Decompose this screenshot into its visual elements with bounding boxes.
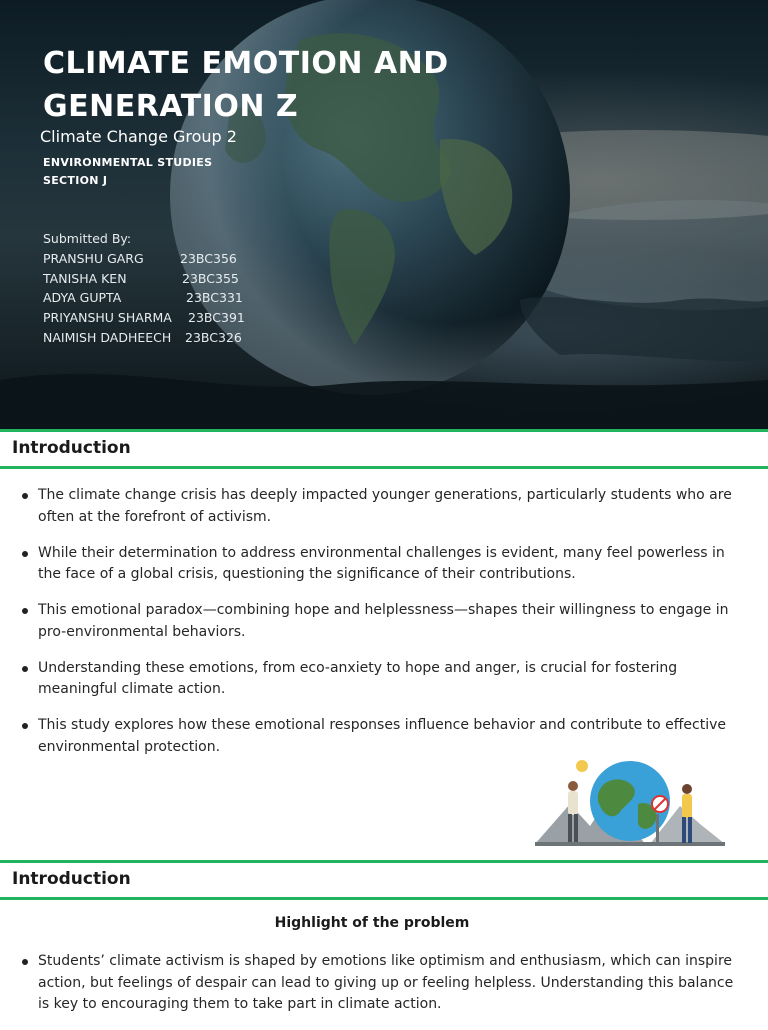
member-row	[43, 251, 303, 271]
list-item	[0, 951, 768, 1016]
list-item	[0, 658, 768, 701]
list-item	[0, 485, 768, 528]
bullet-icon	[22, 608, 28, 614]
member-name: ADYA GUPTA	[43, 290, 122, 305]
member-name: PRIYANSHU SHARMA	[43, 310, 172, 325]
bullet-icon	[22, 959, 28, 965]
cover-subtitle: Climate Change Group 2	[40, 127, 237, 146]
introduction-bullet-list	[0, 485, 768, 773]
list-item	[0, 600, 768, 643]
member-row	[43, 330, 303, 350]
member-row	[43, 310, 303, 330]
member-name: PRANSHU GARG	[43, 251, 144, 266]
cover-title: CLIMATE EMOTION AND GENERATION Z	[43, 46, 449, 124]
list-item-text: This emotional paradox—combining hope and helplessness—shapes their willingness to engage in pro-environmental behaviors.	[38, 602, 729, 640]
bullet-icon	[22, 723, 28, 729]
section-header-introduction-2	[0, 860, 768, 900]
bullet-icon	[22, 493, 28, 499]
member-name: TANISHA KEN	[43, 271, 127, 286]
member-id: 23BC326	[185, 330, 242, 345]
submitted-by-label: Submitted By:	[43, 231, 132, 246]
member-row	[43, 271, 303, 291]
cover-banner	[0, 0, 768, 429]
member-id: 23BC356	[180, 251, 237, 266]
member-id: 23BC391	[188, 310, 245, 325]
list-item-text: This study explores how these emotional responses influence behavior and contribute to effective environmental protection.	[38, 717, 727, 755]
section-heading: Introduction	[12, 438, 131, 458]
climate-activism-illustration	[530, 756, 730, 851]
list-item	[0, 543, 768, 586]
list-item-text: Understanding these emotions, from eco-anxiety to hope and anger, is crucial for fostering meaningful climate action.	[38, 659, 678, 697]
member-id: 23BC331	[186, 290, 243, 305]
member-name: NAIMISH DADHEECH	[43, 330, 172, 345]
list-item-text: Students’ climate activism is shaped by emotions like optimism and enthusiasm, which can inspire action, but feelings of despair can lead to giving up or feeling helpless. Understanding this balance is key to encouraging them to take part in climate action.	[38, 953, 734, 1012]
bullet-icon	[22, 551, 28, 557]
member-row	[43, 290, 303, 310]
list-item-text: The climate change crisis has deeply impacted younger generations, particularly students who are often at the forefront of activism.	[38, 487, 732, 525]
section-header-introduction	[0, 429, 768, 469]
list-item-text: While their determination to address environmental challenges is evident, many feel powerless in the face of a global crisis, questioning the significance of their contributions.	[38, 544, 725, 582]
highlight-bullet-list	[0, 951, 768, 1030]
section-name: SECTION J	[43, 174, 108, 187]
bullet-icon	[22, 666, 28, 672]
subheading-highlight: Highlight of the problem	[274, 915, 470, 931]
list-item	[0, 715, 768, 758]
member-id: 23BC355	[182, 271, 239, 286]
section-heading: Introduction	[12, 869, 131, 889]
course-name: ENVIRONMENTAL STUDIES	[43, 156, 213, 169]
